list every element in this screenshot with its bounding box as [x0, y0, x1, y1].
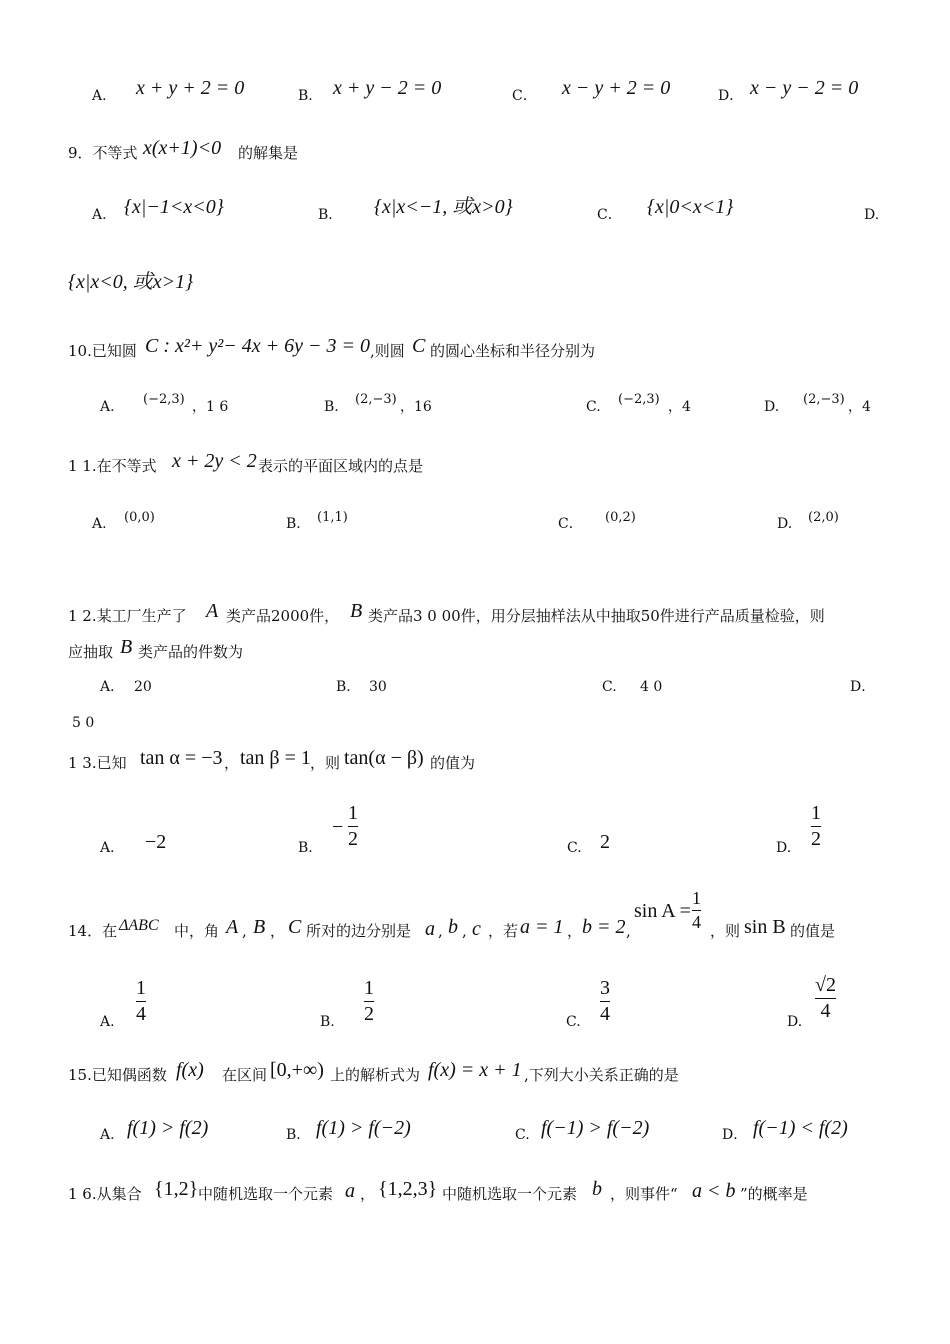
- q15-f-x: f(x): [176, 1059, 204, 1081]
- fraction-numerator: 1: [136, 977, 146, 999]
- q11-stem-prefix: 1 1.在不等式: [68, 457, 157, 475]
- q16-text-3: ，则事件“: [610, 1185, 678, 1203]
- q11-option-c-expr: (0,2): [605, 510, 636, 525]
- q16-text-2: 中随机选取一个元素: [442, 1185, 578, 1203]
- q13-option-a-expr: −2: [145, 831, 167, 853]
- q10-option-b-expr: (2,−3): [355, 392, 397, 407]
- q14-option-c-fraction: [600, 978, 610, 1025]
- q15-text-1: 在区间: [222, 1066, 268, 1084]
- q13-option-d-label: D.: [776, 840, 792, 856]
- q10-stem-prefix: 10.已知圆: [68, 342, 137, 360]
- q16-event: a < b: [692, 1180, 736, 1202]
- q14-option-b-label: B.: [320, 1014, 335, 1030]
- q15-option-a-expr: f(1) > f(2): [127, 1117, 209, 1139]
- q13-sep: ，: [224, 754, 240, 772]
- q14-text-2: 所对的边分别是: [306, 922, 412, 940]
- q9-option-a-expr: {x|−1<x<0}: [124, 196, 224, 218]
- q15-option-a-label: A.: [100, 1127, 115, 1143]
- q15-option-c-label: C.: [515, 1127, 530, 1143]
- q12-line1-c: 类产品3 0 00件，用分层抽样法从中抽取50件进行产品质量检验，则: [368, 607, 825, 625]
- q8-option-b-label: B.: [298, 88, 313, 104]
- q9-option-a-label: A.: [92, 207, 107, 223]
- q13-option-a-label: A．: [100, 840, 125, 856]
- q12-option-b-expr: 30: [369, 679, 387, 695]
- q12-line1-a: 1 2.某工厂生产了: [68, 607, 187, 625]
- fraction-denominator: 4: [600, 1003, 610, 1025]
- q10-option-d-label: D.: [764, 399, 780, 415]
- fraction-denominator: 2: [364, 1003, 374, 1025]
- q16-text-1: 中随机选取一个元素: [198, 1185, 334, 1203]
- q10-option-b-label: B.: [324, 399, 339, 415]
- q10-option-a-label: A.: [100, 399, 115, 415]
- q11-option-a-expr: (0,0): [124, 510, 155, 525]
- q8-option-c-expr: x − y + 2 = 0: [562, 77, 671, 99]
- fraction-denominator: 4: [820, 1000, 831, 1022]
- q14-comma-1: ,: [242, 922, 247, 940]
- q10-stem-suffix: 的圆心坐标和半径分别为: [430, 342, 596, 360]
- q8-option-b-expr: x + y − 2 = 0: [333, 77, 442, 99]
- q14-option-b-fraction: [364, 978, 374, 1025]
- fraction-bar: [364, 1001, 374, 1002]
- q14-angle-a: A: [226, 916, 239, 938]
- q12-line2-b: 类产品的件数为: [138, 643, 244, 661]
- q14-text-4: ，则: [710, 922, 741, 940]
- q16-stem-suffix: ”的概率是: [740, 1185, 808, 1203]
- q14-option-d-fraction: [815, 975, 836, 1022]
- q9-option-b-expr: {x|x<−1, 或x>0}: [374, 196, 513, 218]
- q13-option-d-fraction: [811, 803, 821, 850]
- q10-option-c-tail: ，4: [668, 399, 691, 415]
- q13-option-b-sign: −: [332, 816, 344, 838]
- q10-option-d-tail: ，4: [848, 399, 871, 415]
- q9-option-c-label: C．: [597, 207, 622, 223]
- fraction-denominator: 4: [692, 911, 701, 932]
- q14-sin-b: sin B: [744, 916, 786, 938]
- fraction-bar: [600, 1001, 610, 1002]
- q14-a-equals: a = 1: [520, 916, 564, 938]
- q14-text-3: ，若: [488, 922, 519, 940]
- q11-option-d-label: D.: [777, 516, 793, 532]
- q14-angle-b: B: [253, 916, 266, 938]
- fraction-bar: [692, 910, 701, 911]
- q10-option-a-tail: ，1 6: [192, 399, 229, 415]
- q15-stem-suffix: ,下列大小关系正确的是: [524, 1066, 679, 1084]
- fraction-bar: [811, 826, 821, 827]
- q11-stem-math: x + 2y < 2: [172, 450, 257, 472]
- q9-stem-math: x(x+1)<0: [143, 137, 222, 159]
- q13-stem-suffix: 的值为: [430, 754, 476, 772]
- q13-tan-diff: tan(α − β): [344, 747, 424, 769]
- q11-option-c-label: C．: [558, 516, 583, 532]
- q13-option-c-expr: 2: [600, 831, 610, 853]
- fraction-bar: [136, 1001, 146, 1002]
- q15-f-def: f(x) = x + 1: [428, 1059, 522, 1081]
- q8-option-d-label: D．: [718, 88, 744, 104]
- q16-stem-prefix: 1 6.从集合: [68, 1185, 142, 1203]
- q14-angle-c: C: [288, 916, 302, 938]
- q14-side-c: c: [472, 918, 481, 940]
- q16-set-1: {1,2}: [154, 1178, 199, 1200]
- q8-option-a-expr: x + y + 2 = 0: [136, 77, 245, 99]
- fraction-bar: [815, 998, 836, 999]
- q9-option-c-expr: {x|0<x<1}: [647, 196, 734, 218]
- q9-stem-prefix: 9．不等式: [68, 144, 138, 162]
- q15-option-b-label: B．: [286, 1127, 311, 1143]
- q10-stem-mid: ,则圆: [370, 342, 405, 360]
- q12-var-b2: B: [120, 636, 133, 658]
- q12-option-b-label: B.: [336, 679, 351, 695]
- q16-var-a: a: [345, 1180, 355, 1202]
- q12-var-b: B: [350, 600, 363, 622]
- q14-option-c-label: C.: [566, 1014, 581, 1030]
- q12-option-d-expr: 5 0: [72, 715, 95, 731]
- q13-stem-prefix: 1 3.已知: [68, 754, 127, 772]
- q14-comma-4: ,: [462, 922, 467, 940]
- q14-comma-6: ,: [626, 922, 631, 940]
- q12-var-a: A: [206, 600, 219, 622]
- q13-option-b-fraction: [348, 803, 358, 850]
- q15-option-d-expr: f(−1) < f(2): [753, 1117, 848, 1139]
- q11-option-d-expr: (2,0): [808, 510, 839, 525]
- q16-comma: ，: [360, 1185, 376, 1203]
- q14-stem-prefix: 14．在: [68, 922, 118, 940]
- q16-set-2: {1,2,3}: [378, 1178, 438, 1200]
- q12-option-a-expr: 20: [134, 679, 152, 695]
- q10-option-a-expr: (−2,3): [143, 392, 185, 407]
- q14-comma-3: ,: [438, 922, 443, 940]
- fraction-denominator: 2: [811, 828, 821, 850]
- q8-option-d-expr: x − y − 2 = 0: [750, 77, 859, 99]
- fraction-bar: [348, 826, 358, 827]
- q12-option-d-label: D．: [850, 679, 876, 695]
- fraction-numerator: 1: [811, 802, 821, 824]
- fraction-numerator: 1: [692, 888, 701, 908]
- q15-stem-prefix: 15.已知偶函数: [68, 1066, 167, 1084]
- q15-option-b-expr: f(1) > f(−2): [316, 1117, 411, 1139]
- q14-side-a: a: [425, 918, 435, 940]
- q15-option-c-expr: f(−1) > f(−2): [541, 1117, 650, 1139]
- q10-option-b-tail: ，16: [400, 399, 432, 415]
- q9-option-b-label: B．: [318, 207, 343, 223]
- q12-line2-a: 应抽取: [68, 643, 114, 661]
- q8-option-a-label: A.: [92, 88, 107, 104]
- q14-triangle: ΔABC: [119, 917, 159, 934]
- q11-option-a-label: A.: [92, 516, 107, 532]
- q9-option-d-expr: {x|x<0, 或x>1}: [68, 271, 194, 293]
- q10-option-c-label: C.: [586, 399, 601, 415]
- q9-option-d-label: D.: [864, 207, 880, 223]
- q12-option-c-label: C.: [602, 679, 617, 695]
- q12-option-c-expr: 4 0: [640, 679, 663, 695]
- q14-option-a-label: A.: [100, 1014, 115, 1030]
- q14-stem-suffix: 的值是: [790, 922, 836, 940]
- q13-option-b-label: B.: [298, 840, 313, 856]
- q12-option-a-label: A．: [100, 679, 125, 695]
- q10-stem-math: C : x²+ y²− 4x + 6y − 3 = 0: [145, 335, 370, 357]
- q14-sin-a: sin A =: [634, 900, 691, 922]
- fraction-numerator: 1: [348, 802, 358, 824]
- q15-text-2: 上的解析式为: [330, 1066, 421, 1084]
- q12-line1-b: 类产品2000件，: [226, 607, 340, 625]
- q15-option-d-label: D．: [722, 1127, 748, 1143]
- q14-b-equals: b = 2: [582, 916, 626, 938]
- q14-sin-a-fraction: [692, 889, 701, 932]
- q14-side-b: b: [448, 916, 458, 938]
- q13-option-c-label: C.: [567, 840, 582, 856]
- q14-text-1: 中，角: [174, 922, 220, 940]
- q14-option-d-label: D.: [787, 1014, 803, 1030]
- q10-option-c-expr: (−2,3): [618, 392, 660, 407]
- fraction-numerator: 3: [600, 977, 610, 999]
- q14-option-a-fraction: [136, 978, 146, 1025]
- q8-option-c-label: C．: [512, 88, 537, 104]
- fraction-denominator: 4: [136, 1003, 146, 1025]
- q15-interval: [0,+∞): [270, 1059, 324, 1081]
- fraction-numerator: √2: [815, 974, 836, 996]
- q11-option-b-expr: (1,1): [317, 510, 348, 525]
- q11-option-b-label: B.: [286, 516, 301, 532]
- q11-stem-suffix: 表示的平面区域内的点是: [258, 457, 424, 475]
- q13-tan-beta: tan β = 1: [240, 747, 311, 769]
- q16-var-b: b: [592, 1178, 602, 1200]
- q13-mid: ，则: [310, 754, 341, 772]
- fraction-denominator: 2: [348, 828, 358, 850]
- q10-stem-c: C: [412, 335, 426, 357]
- q13-tan-alpha: tan α = −3: [140, 747, 223, 769]
- q10-option-d-expr: (2,−3): [803, 392, 845, 407]
- q14-comma-5: ，: [567, 922, 583, 940]
- q9-stem-suffix: 的解集是: [238, 144, 299, 162]
- fraction-numerator: 1: [364, 977, 374, 999]
- q14-comma-2: ，: [270, 922, 286, 940]
